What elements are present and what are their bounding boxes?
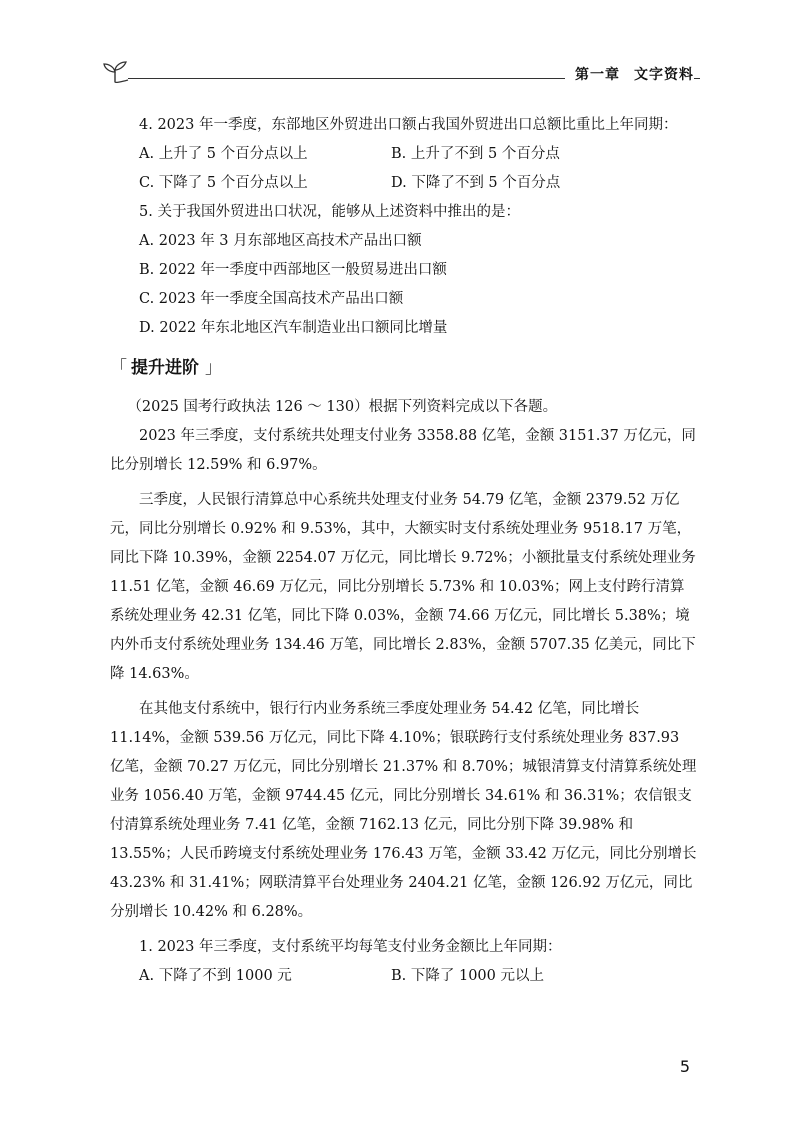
- option-d: D. 下降了不到 5 个百分点: [391, 175, 561, 191]
- question-stem: 1. 2023 年三季度，支付系统平均每笔支付业务金额比上年同期：: [139, 939, 562, 955]
- sprout-icon: [100, 60, 130, 84]
- option-a: A. 下降了不到 1000 元: [139, 968, 292, 984]
- chapter-title: [565, 64, 694, 84]
- option-c: C. 下降了 5 个百分点以上: [139, 175, 308, 191]
- paragraph-1: 2023 年三季度，支付系统共处理支付业务 3358.88 亿笔，金额 3151.37 万亿元，同比分别增长 12.59% 和 6.97%。: [110, 428, 696, 473]
- chapter-number: 第一章: [575, 67, 620, 83]
- bracket-left: 「: [110, 358, 127, 378]
- option-row: [110, 962, 698, 991]
- paragraph-2: 三季度，人民银行清算总中心系统共处理支付业务 54.79 亿笔，金额 2379.52 万亿元，同比分别增长 0.92% 和 9.53%，其中，大额实时支付系统处理业务 9518.17 万笔，同比下降 10.39%，金额 2254.07 万亿元，同比增长 9.72%；小额批量支付系统处理业务 11.51 亿笔，金额 46.69 万亿元，同比分别增长 5.73% 和 10.03%；网上支付跨行清算系统处理业务 42.31 亿笔，同比下降 0.03%，金额 74.66 万亿元，同比增长 5.38%；境内外币支付系统处理业务 134.46 万笔，同比增长 2.83%，金额 5707.35 亿美元，同比下降 14.63%。: [110, 492, 696, 682]
- question-4: [110, 111, 698, 198]
- question-5: [110, 198, 698, 343]
- paragraph-3: 在其他支付系统中，银行行内业务系统三季度处理业务 54.42 亿笔，同比增长 11.14%，金额 539.56 万亿元，同比下降 4.10%；银联跨行支付系统处理业务 837.93 亿笔，金额 70.27 万亿元，同比分别增长 21.37% 和 8.70%；城银清算支付清算系统处理业务 1056.40 万笔，金额 9744.45 亿元，同比分别增长 34.61% 和 36.31%；农信银支付清算系统处理业务 7.41 亿笔，金额 7162.13 亿元，同比分别下降 39.98% 和 13.55%；人民币跨境支付系统处理业务 176.43 万笔，金额 33.42 万亿元，同比分别增长 43.23% 和 31.41%；网联清算平台处理业务 2404.21 亿笔，金额 126.92 万亿元，同比分别增长 10.42% 和 6.28%。: [110, 701, 697, 920]
- question-1: [110, 933, 698, 991]
- option-row: [110, 140, 698, 169]
- page-number: 5: [679, 1057, 690, 1076]
- section-title-text: 提升进阶: [131, 358, 199, 378]
- page-content: [110, 111, 698, 991]
- option-a: A. 2023 年 3 月东部地区高技术产品出口额: [139, 233, 422, 249]
- option-a: A. 上升了 5 个百分点以上: [139, 146, 308, 162]
- option-b: B. 上升了不到 5 个百分点: [391, 146, 560, 162]
- source-note: （2025 国考行政执法 126 ～ 130）根据下列资料完成以下各题。: [127, 399, 558, 415]
- option-c: C. 2023 年一季度全国高技术产品出口额: [139, 291, 404, 307]
- question-stem: 5. 关于我国外贸进出口状况，能够从上述资料中推出的是：: [139, 204, 520, 220]
- page-header: [100, 58, 700, 88]
- option-row: [110, 169, 698, 198]
- bracket-right: 」: [205, 358, 222, 378]
- option-b: B. 2022 年一季度中西部地区一般贸易进出口额: [139, 262, 447, 278]
- chapter-name: 文字资料: [634, 67, 694, 83]
- section-heading: [110, 353, 698, 383]
- option-b: B. 下降了 1000 元以上: [391, 968, 544, 984]
- option-d: D. 2022 年东北地区汽车制造业出口额同比增量: [139, 320, 448, 336]
- question-stem: 4. 2023 年一季度，东部地区外贸进出口额占我国外贸进出口总额比重比上年同期：: [139, 117, 678, 133]
